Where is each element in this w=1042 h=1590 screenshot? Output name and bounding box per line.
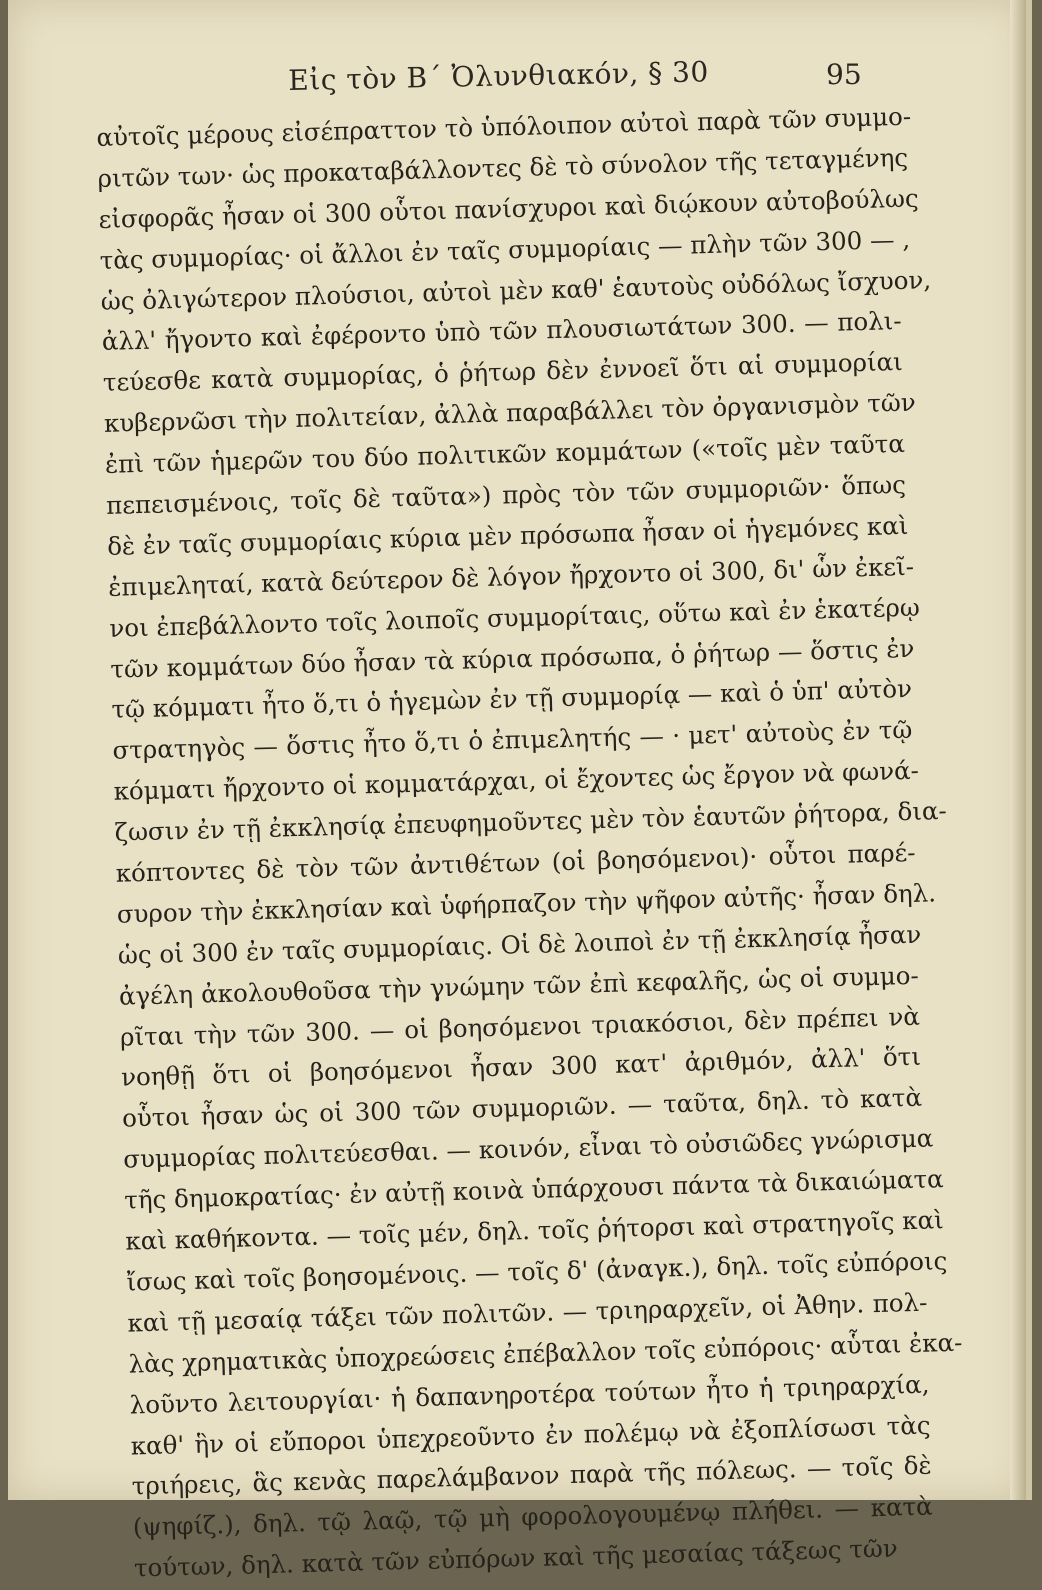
text-line: ὡς ὀλιγώτερον πλούσιοι, αὐτοὶ μὲν καθ' ἑαυτοὺς οὐδόλως ἴσχυον, <box>100 264 932 316</box>
text-line: ἐπὶ τῶν ἡμερῶν του δύο πολιτικῶν κομμάτων («τοῖς μὲν ταῦτα <box>104 429 906 480</box>
text-line: οὗτοι ἦσαν ὡς οἱ 300 τῶν συμμοριῶν. — ταῦτα, δηλ. τὸ κατὰ <box>121 1083 923 1134</box>
text-line: ἀλλ' ἤγοντο καὶ ἐφέροντο ὑπὸ τῶν πλουσιωτάτων 300. — πολι- <box>101 306 902 357</box>
text-line: κυβερνῶσι τὴν πολιτείαν, ἀλλὰ παραβάλλει τὸν ὀργανισμὸν τῶν <box>103 387 917 439</box>
text-line: ἴσως καὶ τοῖς βοησομένοις. — τοῖς δ' (ἀναγκ.), δηλ. τοῖς εὐπόροις <box>126 1246 948 1297</box>
text-line: τριήρεις, ἃς κενὰς παρελάμβανον παρὰ τῆς πόλεως. — τοῖς δὲ <box>131 1450 932 1501</box>
book-page <box>8 0 1032 1583</box>
text-line: τεύεσθε κατὰ συμμορίας, ὁ ῥήτωρ δὲν ἐννοεῖ ὅτι αἱ συμμορίαι <box>102 347 904 398</box>
body-text <box>96 97 963 1589</box>
running-title: Εἰς τὸν Β΄ Ὀλυνθιακόν, § 30 <box>288 55 710 97</box>
page-edge <box>1010 0 1026 1500</box>
text-line: (ψηφίζ.), δηλ. τῷ λαῷ, τῷ μὴ φορολογουμένῳ πλήθει. — κατὰ <box>132 1491 934 1542</box>
page-number: 95 <box>826 58 862 91</box>
text-line: συμμορίας πολιτεύεσθαι. — κοινόν, εἶναι τὸ οὐσιῶδες γνώρισμα <box>122 1123 934 1174</box>
text-line: δὲ ἐν ταῖς συμμορίαις κύρια μὲν πρόσωπα ἦσαν οἱ ἡγεμόνες καὶ <box>106 510 909 561</box>
text-line: λὰς χρηματικὰς ὑποχρεώσεις ἐπέβαλλον τοῖς εὐπόροις· αὗται ἐκα- <box>128 1327 963 1379</box>
text-line: στρατηγὸς — ὅστις ἦτο ὅ,τι ὁ ἐπιμελητής — · μετ' αὐτοὺς ἐν τῷ <box>112 715 913 766</box>
text-line: νοηθῇ ὅτι οἱ βοησόμενοι ἦσαν 300 κατ' ἀριθμόν, ἀλλ' ὅτι <box>120 1042 922 1093</box>
text-line: εἰσφορᾶς ἦσαν οἱ 300 οὗτοι πανίσχυροι καὶ διῴκουν αὐτοβούλως <box>98 183 919 234</box>
text-line: αὐτοῖς μέρους εἰσέπραττον τὸ ὑπόλοιπον αὐτοὶ παρὰ τῶν συμμο- <box>96 101 912 152</box>
text-line: ριτῶν των· ὡς προκαταβάλλοντες δὲ τὸ σύνολον τῆς τεταγμένης <box>97 142 909 193</box>
text-line: κόπτοντες δὲ τὸν τῶν ἀντιθέτων (οἱ βοησόμενοι)· οὗτοι παρέ- <box>115 837 916 888</box>
text-line: κόμματι ἤρχοντο οἱ κομματάρχαι, οἱ ἔχοντες ὡς ἔργον νὰ φωνά- <box>113 755 920 807</box>
text-line: ὡς οἱ 300 ἐν ταῖς συμμορίαις. Οἱ δὲ λοιποὶ ἐν τῇ ἐκκλησίᾳ ἦσαν <box>117 919 922 970</box>
text-line: νοι ἐπεβάλλοντο τοῖς λοιποῖς συμμορίταις, οὕτω καὶ ἐν ἑκατέρῳ <box>108 592 921 643</box>
text-line: καὶ τῇ μεσαίᾳ τάξει τῶν πολιτῶν. — τριηραρχεῖν, οἱ Ἀθην. πολ- <box>127 1287 928 1338</box>
text-line: τούτων, δηλ. κατὰ τῶν εὐπόρων καὶ τῆς μεσαίας τάξεως τῶν <box>133 1533 899 1583</box>
text-line: τῆς δημοκρατίας· ἐν αὐτῇ κοινὰ ὑπάρχουσι πάντα τὰ δικαιώματα <box>123 1164 944 1215</box>
text-line: πεπεισμένοις, τοῖς δὲ ταῦτα») πρὸς τὸν τῶν συμμοριῶν· ὅπως <box>105 469 907 520</box>
text-line: ζωσιν ἐν τῇ ἐκκλησίᾳ ἐπευφημοῦντες μὲν τὸν ἑαυτῶν ῥήτορα, δια- <box>114 796 948 847</box>
text-line: τῶν κομμάτων δύο ἦσαν τὰ κύρια πρόσωπα, ὁ ῥήτωρ — ὅστις ἐν <box>110 633 915 684</box>
text-line: λοῦντο λειτουργίαι· ἡ δαπανηροτέρα τούτων ἦτο ἡ τριηραρχία, <box>129 1369 930 1420</box>
text-line: τῷ κόμματι ἦτο ὅ,τι ὁ ἡγεμὼν ἐν τῇ συμμορίᾳ — καὶ ὁ ὑπ' αὐτὸν <box>111 674 913 725</box>
text-line: ρῖται τὴν τῶν 300. — οἱ βοησόμενοι τριακόσιοι, δὲν πρέπει νὰ <box>119 1001 921 1052</box>
text-line: καὶ καθήκοντα. — τοῖς μέν, δηλ. τοῖς ῥήτορσι καὶ στρατηγοῖς καὶ <box>125 1205 945 1256</box>
text-line: ἀγέλη ἀκολουθοῦσα τὴν γνώμην τῶν ἐπὶ κεφαλῆς, ὡς οἱ συμμο- <box>118 960 920 1011</box>
text-line: ἐπιμεληταί, κατὰ δεύτερον δὲ λόγον ἤρχοντο οἱ 300, δι' ὧν ἐκεῖ- <box>107 551 915 602</box>
text-line: τὰς συμμορίας· οἱ ἄλλοι ἐν ταῖς συμμορίαις — πλὴν τῶν 300 — , <box>99 224 911 275</box>
text-line: καθ' ἣν οἱ εὔποροι ὑπεχρεοῦντο ἐν πολέμῳ νὰ ἐξοπλίσωσι τὰς <box>130 1410 931 1461</box>
text-line: συρον τὴν ἐκκλησίαν καὶ ὑφήρπαζον τὴν ψῆφον αὐτῆς· ἦσαν δηλ. <box>116 878 937 929</box>
